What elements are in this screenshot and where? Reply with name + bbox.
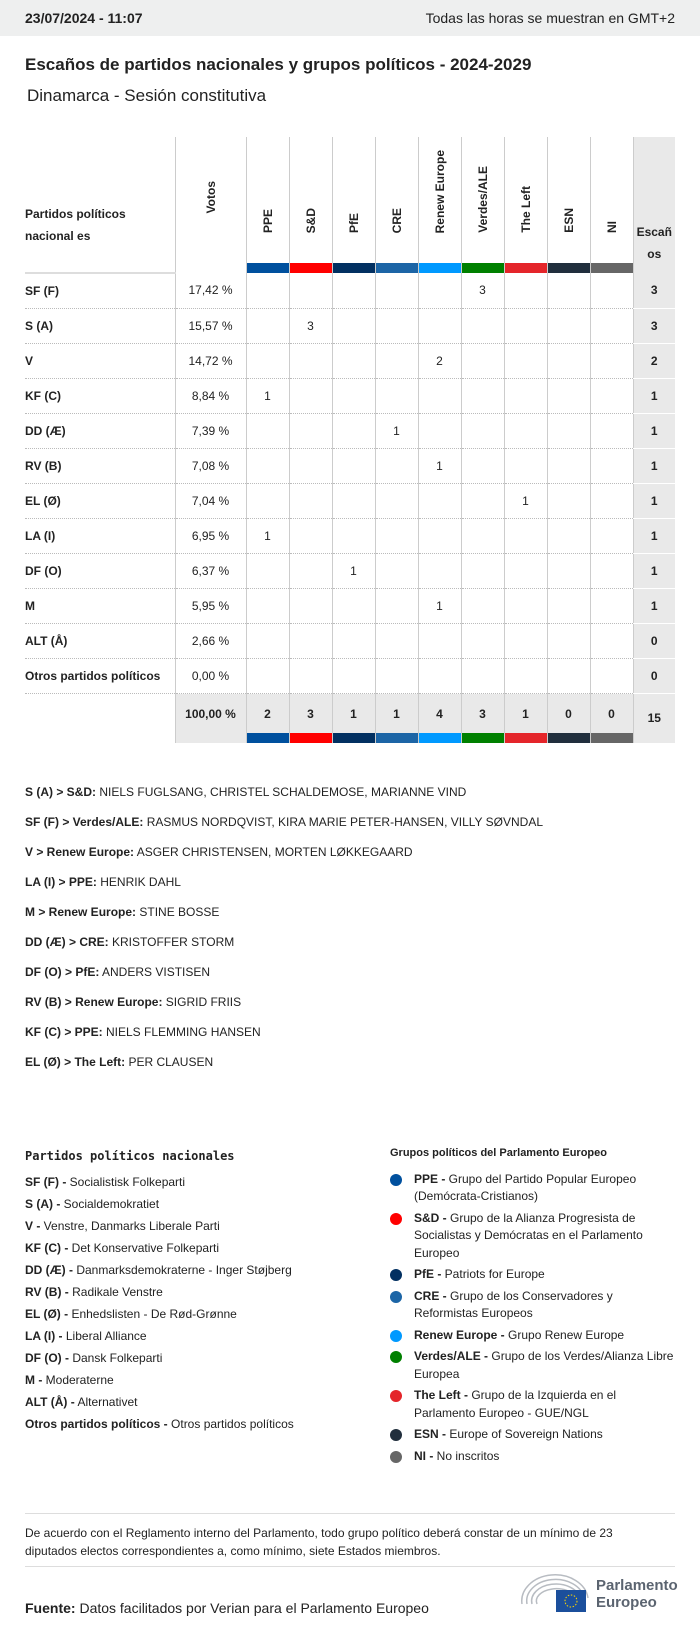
seat-cell: 1: [246, 518, 289, 553]
votes-cell: 7,39 %: [175, 413, 246, 448]
seat-cell: [375, 273, 418, 308]
seat-cell: [590, 483, 633, 518]
group-color-strip: [591, 263, 633, 273]
seat-cell: [375, 623, 418, 658]
seat-cell: [590, 553, 633, 588]
party-name: ALT (Å): [25, 623, 175, 658]
legend-item: NI - No inscritos: [390, 1448, 680, 1466]
table-row: [25, 483, 675, 518]
seat-cell: [246, 413, 289, 448]
seat-cell: [289, 518, 332, 553]
table-row: [25, 623, 675, 658]
mep-line: S (A) > S&D: NIELS FUGLSANG, CHRISTEL SCHALDEMOSE, MARIANNE VIND: [25, 785, 467, 799]
legend-item: M - Moderaterne: [25, 1373, 114, 1387]
seat-cell: [418, 553, 461, 588]
votes-cell: 0,00 %: [175, 658, 246, 693]
votes-cell: 5,95 %: [175, 588, 246, 623]
group-color-strip: [548, 263, 590, 273]
group-color-strip: [548, 733, 590, 743]
mep-line: EL (Ø) > The Left: PER CLAUSEN: [25, 1055, 214, 1069]
seat-cell: [547, 483, 590, 518]
legend-item: Otros partidos políticos - Otros partidos políticos: [25, 1417, 294, 1431]
seat-cell: [289, 623, 332, 658]
color-dot-icon: [390, 1390, 402, 1402]
seat-cell: [461, 518, 504, 553]
group-header: CRE: [375, 137, 418, 273]
groups-legend: [390, 1145, 680, 1469]
seat-cell: [504, 378, 547, 413]
seat-cell: [289, 588, 332, 623]
seat-cell: [504, 588, 547, 623]
page-title: Escaños de partidos nacionales y grupos políticos - 2024-2029: [25, 55, 532, 74]
mep-line: M > Renew Europe: STINE BOSSE: [25, 905, 220, 919]
seats-cell: 1: [633, 413, 675, 448]
seat-cell: [590, 658, 633, 693]
total-seat-cell: 2: [246, 693, 289, 743]
seat-cell: [332, 273, 375, 308]
party-name: RV (B): [25, 448, 175, 483]
party-name: DD (Æ): [25, 413, 175, 448]
legend-item: KF (C) - Det Konservative Folkeparti: [25, 1241, 220, 1255]
seats-cell: 3: [633, 308, 675, 343]
timezone-note: Todas las horas se muestran en GMT+2: [425, 10, 675, 26]
seat-cell: [461, 413, 504, 448]
national-parties-legend: [25, 1145, 294, 1435]
group-header: NI: [590, 137, 633, 273]
seat-cell: [375, 308, 418, 343]
table-row: [25, 518, 675, 553]
party-name: M: [25, 588, 175, 623]
seat-cell: [418, 308, 461, 343]
group-color-strip: [290, 263, 332, 273]
divider: [25, 1513, 675, 1514]
votes-cell: 15,57 %: [175, 308, 246, 343]
seat-cell: [590, 413, 633, 448]
votes-cell: 6,95 %: [175, 518, 246, 553]
mep-line: LA (I) > PPE: HENRIK DAHL: [25, 875, 181, 889]
ep-logo: Parlamento Europeo: [520, 1574, 678, 1614]
seat-cell: [246, 553, 289, 588]
seat-cell: 1: [504, 483, 547, 518]
total-seat-cell: 4: [418, 693, 461, 743]
color-dot-icon: [390, 1291, 402, 1303]
totals-row: [25, 693, 675, 743]
seat-cell: [332, 448, 375, 483]
table-row: [25, 658, 675, 693]
seat-cell: [504, 518, 547, 553]
seat-cell: [332, 413, 375, 448]
group-color-strip: [333, 733, 375, 743]
group-color-strip: [591, 733, 633, 743]
disclaimer: De acuerdo con el Reglamento interno del Parlamento, todo grupo político deberá constar de un mínimo de 23 diputados electos correspondientes a, como mínimo, siete Estados miembros.: [25, 1526, 613, 1558]
votes-cell: 7,08 %: [175, 448, 246, 483]
seat-cell: 3: [289, 308, 332, 343]
seat-cell: [418, 658, 461, 693]
votes-cell: 6,37 %: [175, 553, 246, 588]
legend-item: S (A) - Socialdemokratiet: [25, 1197, 160, 1211]
legend-item: DD (Æ) - Danmarksdemokraterne - Inger Støjberg: [25, 1263, 292, 1277]
table-row: [25, 553, 675, 588]
party-name: Otros partidos políticos: [25, 658, 175, 693]
seat-cell: [504, 308, 547, 343]
group-header: PPE: [246, 137, 289, 273]
legend-item: EL (Ø) - Enhedslisten - De Rød-Grønne: [25, 1307, 237, 1321]
group-color-strip: [505, 263, 547, 273]
seat-cell: [547, 308, 590, 343]
divider: [25, 1566, 675, 1567]
seat-cell: [332, 308, 375, 343]
seats-table: [25, 137, 675, 743]
group-header: Verdes/ALE: [461, 137, 504, 273]
seat-cell: [246, 343, 289, 378]
seat-cell: [504, 623, 547, 658]
seat-cell: [375, 518, 418, 553]
seats-cell: 3: [633, 273, 675, 308]
seat-cell: [590, 308, 633, 343]
seat-cell: [547, 378, 590, 413]
group-color-strip: [462, 263, 504, 273]
seats-cell: 0: [633, 623, 675, 658]
seat-cell: 1: [418, 448, 461, 483]
seats-cell: 1: [633, 518, 675, 553]
seat-cell: [418, 413, 461, 448]
seat-cell: [504, 448, 547, 483]
seat-cell: [590, 273, 633, 308]
seat-cell: [461, 553, 504, 588]
votes-cell: 7,04 %: [175, 483, 246, 518]
party-name: LA (I): [25, 518, 175, 553]
seat-cell: [590, 518, 633, 553]
color-dot-icon: [390, 1330, 402, 1342]
seat-cell: [547, 588, 590, 623]
mep-line: V > Renew Europe: ASGER CHRISTENSEN, MORTEN LØKKEGAARD: [25, 845, 413, 859]
legend-item: PfE - Patriots for Europe: [390, 1266, 680, 1284]
seats-cell: 0: [633, 658, 675, 693]
seats-cell: 2: [633, 343, 675, 378]
legend-item: Verdes/ALE - Grupo de los Verdes/Alianza Libre Europea: [390, 1348, 680, 1383]
table-row: [25, 343, 675, 378]
seat-cell: [246, 483, 289, 518]
mep-line: DD (Æ) > CRE: KRISTOFFER STORM: [25, 935, 235, 949]
color-dot-icon: [390, 1429, 402, 1441]
seat-cell: [332, 658, 375, 693]
seat-cell: [461, 343, 504, 378]
mep-line: SF (F) > Verdes/ALE: RASMUS NORDQVIST, KIRA MARIE PETER-HANSEN, VILLY SØVNDAL: [25, 815, 544, 829]
group-color-strip: [419, 263, 461, 273]
seat-cell: [461, 588, 504, 623]
seat-cell: [547, 273, 590, 308]
seat-cell: [547, 623, 590, 658]
seat-cell: [246, 308, 289, 343]
seat-cell: [504, 658, 547, 693]
seat-cell: [332, 518, 375, 553]
seat-cell: [332, 343, 375, 378]
seat-cell: [590, 343, 633, 378]
party-name: S (A): [25, 308, 175, 343]
top-bar: [0, 0, 700, 36]
seat-cell: [332, 623, 375, 658]
seat-cell: [590, 623, 633, 658]
seat-cell: 2: [418, 343, 461, 378]
legend-item: V - Venstre, Danmarks Liberale Parti: [25, 1219, 220, 1233]
seat-cell: [418, 483, 461, 518]
legend-item: SF (F) - Socialistisk Folkeparti: [25, 1175, 186, 1189]
seats-header: Escañ os: [633, 137, 675, 273]
total-seat-cell: 3: [461, 693, 504, 743]
total-seat-cell: 1: [332, 693, 375, 743]
party-name: KF (C): [25, 378, 175, 413]
legend-title: Grupos políticos del Parlamento Europeo: [390, 1147, 607, 1159]
legend-item: ESN - Europe of Sovereign Nations: [390, 1426, 680, 1444]
seat-cell: [289, 483, 332, 518]
seat-cell: [418, 518, 461, 553]
group-color-strip: [290, 733, 332, 743]
seat-cell: [504, 553, 547, 588]
seat-cell: [289, 413, 332, 448]
group-color-strip: [462, 733, 504, 743]
total-seat-cell: 0: [547, 693, 590, 743]
seat-cell: 1: [375, 413, 418, 448]
seat-cell: [375, 658, 418, 693]
seat-cell: [246, 658, 289, 693]
seat-cell: [461, 658, 504, 693]
mep-list: [25, 785, 543, 1085]
seat-cell: [375, 448, 418, 483]
page-subtitle: Dinamarca - Sesión constitutiva: [27, 86, 267, 105]
group-header: The Left: [504, 137, 547, 273]
legend-item: CRE - Grupo de los Conservadores y Reformistas Europeos: [390, 1288, 680, 1323]
seat-cell: [289, 273, 332, 308]
party-header: Partidos políticos nacional es: [25, 137, 175, 273]
seat-cell: 3: [461, 273, 504, 308]
seat-cell: [547, 413, 590, 448]
group-header: ESN: [547, 137, 590, 273]
votes-cell: 8,84 %: [175, 378, 246, 413]
seat-cell: [332, 378, 375, 413]
party-name: EL (Ø): [25, 483, 175, 518]
total-seat-cell: 3: [289, 693, 332, 743]
seat-cell: [289, 448, 332, 483]
votes-cell: 17,42 %: [175, 273, 246, 308]
color-dot-icon: [390, 1269, 402, 1281]
color-dot-icon: [390, 1351, 402, 1363]
table-row: [25, 588, 675, 623]
seat-cell: 1: [246, 378, 289, 413]
group-color-strip: [376, 263, 418, 273]
color-dot-icon: [390, 1451, 402, 1463]
seat-cell: [375, 378, 418, 413]
seat-cell: [375, 483, 418, 518]
table-row: [25, 308, 675, 343]
group-header: Renew Europe: [418, 137, 461, 273]
seat-cell: [332, 483, 375, 518]
votes-header: Votos: [175, 137, 246, 273]
seat-cell: [289, 553, 332, 588]
seat-cell: [547, 658, 590, 693]
seat-cell: [246, 448, 289, 483]
seats-cell: 1: [633, 588, 675, 623]
seat-cell: [547, 448, 590, 483]
blank-cell: [25, 693, 175, 743]
seats-cell: 1: [633, 483, 675, 518]
seat-cell: [547, 553, 590, 588]
legend-item: ALT (Å) - Alternativet: [25, 1395, 138, 1409]
mep-line: DF (O) > PfE: ANDERS VISTISEN: [25, 965, 211, 979]
party-name: V: [25, 343, 175, 378]
seat-cell: [504, 273, 547, 308]
legend-item: LA (I) - Liberal Alliance: [25, 1329, 147, 1343]
group-color-strip: [419, 733, 461, 743]
legend-item: DF (O) - Dansk Folkeparti: [25, 1351, 163, 1365]
seat-cell: [375, 588, 418, 623]
seat-cell: [289, 343, 332, 378]
seats-cell: 1: [633, 553, 675, 588]
seat-cell: [547, 343, 590, 378]
legend-title: Partidos políticos nacionales: [25, 1149, 235, 1163]
group-header: S&D: [289, 137, 332, 273]
legend-item: RV (B) - Radikale Venstre: [25, 1285, 163, 1299]
total-seat-cell: 1: [375, 693, 418, 743]
seat-cell: [590, 378, 633, 413]
source: Fuente: Datos facilitados por Verian para el Parlamento Europeo: [25, 1600, 429, 1616]
hemicycle-icon: [520, 1574, 590, 1614]
seat-cell: [246, 588, 289, 623]
seat-cell: [504, 343, 547, 378]
votes-cell: 14,72 %: [175, 343, 246, 378]
seat-cell: [375, 553, 418, 588]
seat-cell: [461, 378, 504, 413]
seat-cell: 1: [332, 553, 375, 588]
seat-cell: [418, 623, 461, 658]
group-color-strip: [247, 733, 289, 743]
seat-cell: [590, 448, 633, 483]
seats-cell: 1: [633, 448, 675, 483]
table-row: [25, 273, 675, 308]
seat-cell: [289, 658, 332, 693]
seat-cell: [418, 273, 461, 308]
datetime: 23/07/2024 - 11:07: [25, 10, 143, 26]
seat-cell: [461, 623, 504, 658]
seat-cell: [504, 413, 547, 448]
legend-item: Renew Europe - Grupo Renew Europe: [390, 1327, 680, 1345]
table-row: [25, 413, 675, 448]
party-name: DF (O): [25, 553, 175, 588]
total-seat-cell: 1: [504, 693, 547, 743]
mep-line: RV (B) > Renew Europe: SIGRID FRIIS: [25, 995, 242, 1009]
color-dot-icon: [390, 1174, 402, 1186]
votes-cell: 2,66 %: [175, 623, 246, 658]
table-row: [25, 378, 675, 413]
group-color-strip: [333, 263, 375, 273]
legend-item: PPE - Grupo del Partido Popular Europeo (Demócrata-Cristianos): [390, 1171, 680, 1206]
group-color-strip: [376, 733, 418, 743]
seat-cell: [461, 448, 504, 483]
seat-cell: [332, 588, 375, 623]
seat-cell: [461, 483, 504, 518]
seat-cell: [547, 518, 590, 553]
seat-cell: 1: [418, 588, 461, 623]
color-dot-icon: [390, 1213, 402, 1225]
mep-line: KF (C) > PPE: NIELS FLEMMING HANSEN: [25, 1025, 261, 1039]
total-votes: 100,00 %: [175, 693, 246, 743]
legend-item: S&D - Grupo de la Alianza Progresista de Socialistas y Demócratas en el Parlamento Europeo: [390, 1210, 680, 1263]
seat-cell: [375, 343, 418, 378]
seat-cell: [590, 588, 633, 623]
table-row: [25, 448, 675, 483]
seat-cell: [289, 378, 332, 413]
seat-cell: [418, 378, 461, 413]
group-color-strip: [247, 263, 289, 273]
total-seat-cell: 0: [590, 693, 633, 743]
total-seats: 15: [633, 693, 675, 743]
group-color-strip: [505, 733, 547, 743]
seats-cell: 1: [633, 378, 675, 413]
legend-item: The Left - Grupo de la Izquierda en el Parlamento Europeo - GUE/NGL: [390, 1387, 680, 1422]
seat-cell: [246, 273, 289, 308]
party-name: SF (F): [25, 273, 175, 308]
seat-cell: [461, 308, 504, 343]
group-header: PfE: [332, 137, 375, 273]
seat-cell: [246, 623, 289, 658]
